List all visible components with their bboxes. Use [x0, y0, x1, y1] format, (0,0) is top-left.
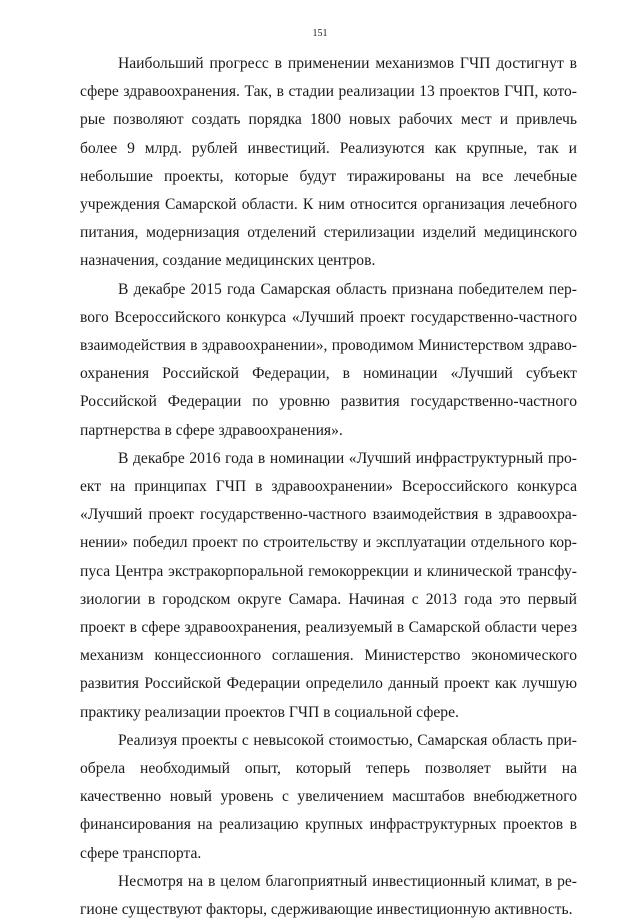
paragraph: Наибольший прогресс в применении механизмов ГЧП достигнут в сфере здравоохранения. Так, в стадии реализации 13 проектов ГЧП, которые позволяют создать порядка 1800 новых рабочих мест и привлечь более 9 млрд. рублей инвестиций. Реализуются как крупные, так и небольшие проекты, которые будут тиражированы на все лечебные учреждения Самарской области. К ним относится организация лечебного питания, модернизация отделений стерилизации изделий медицинского назначения, создание медицинских центров.	[80, 55, 577, 270]
paragraph: В декабре 2015 года Самарская область признана победителем первого Всероссийского конкурса «Лучший проект государственно-частного взаимодействия в здравоохранении», проводимом Министерством здравоохранения Российской Федерации, в номинации «Лучший субъект Российской Федерации по уровню развития государственно-частного партнерства в сфере здравоохранения».	[80, 280, 577, 439]
paragraph: Несмотря на в целом благоприятный инвестиционный климат, в регионе существуют факторы, сдерживающие инвестиционную активность.	[80, 872, 577, 919]
paragraph: В декабре 2016 года в номинации «Лучший инфраструктурный проект на принципах ГЧП в здравоохранении» Всероссийского конкурса «Лучший проект государственно-частного взаимодействия в здравоохранении» победил проект по строительству и эксплуатации отдельного корпуса Центра экстракорпоральной гемокоррекции и клинической трансфузиологии в городском округе Самара. Начиная с 2013 года это первый проект в сфере здравоохранения, реализуемый в Самарской области через механизм концессионного соглашения. Министерство экономического развития Российской Федерации определило данный проект как лучшую практику реализации проектов ГЧП в социальной сфере.	[80, 449, 577, 721]
document-body	[80, 50, 577, 924]
paragraph: Реализуя проекты с невысокой стоимостью, Самарская область приобрела необходимый опыт, который теперь позволяет выйти на качественно новый уровень с увеличением масштабов внебюджетного финансирования на реализацию крупных инфраструктурных проектов в сфере транспорта.	[80, 731, 577, 862]
page-number: 151	[312, 28, 328, 39]
